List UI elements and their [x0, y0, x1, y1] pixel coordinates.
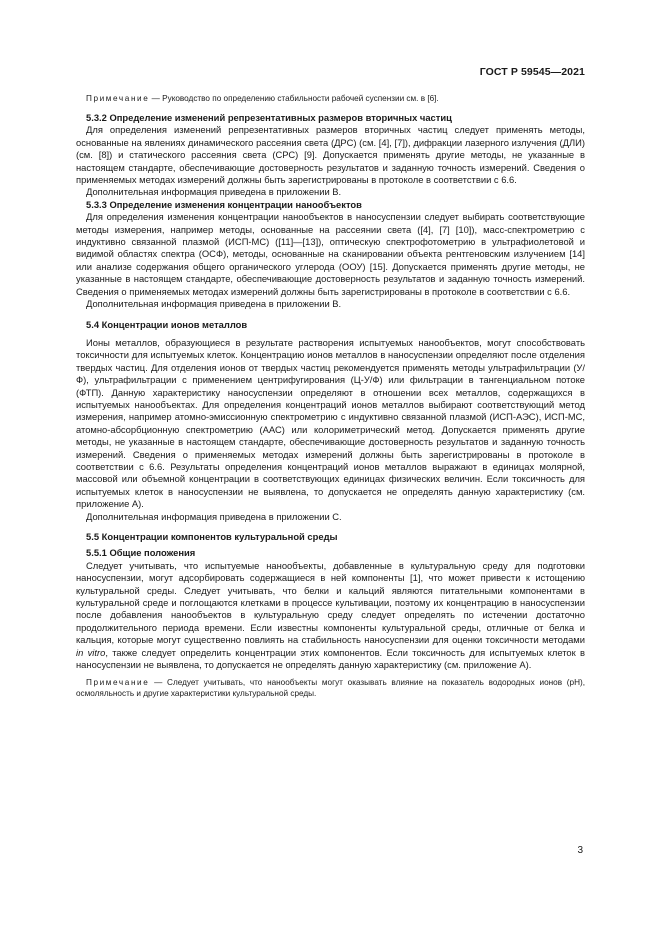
- paragraph-5-4-main: Ионы металлов, образующиеся в результате растворения испытуемых нанообъектов, могут способствовать токсичности для испытуемых клеток. Концентрацию ионов металлов в наносуспензии определяют после отделения твердых частиц. Для отделения ионов от твердых частиц рекомендуется применять методы ультрафильтрации (У/Ф), ультрафильтрации с применением центрифугирования (Ц-У/Ф) или фильтрации в тангенциальном потоке (ФТП). Данную характеристику наносуспензии определяют в отношении всех металлов, содержащихся в испытуемых нанообъектах. Для определения концентраций ионов металлов выбирают соответствующий метод измерения, например атомно-эмиссионную спектрометрию с индуктивно связанной плазмой (ИСП-АЭС), ИСП-МС, атомно-абсорбционную спектрометрию (ААС) или колориметрический метод. Допускается применять другие методы, не указанные в настоящем стандарте, обеспечивающие достоверность результатов и заданную точность измерений. Сведения о применяемых методах измерений должны быть зарегистрированы в протоколе в соответствии с 6.6. Результаты определения концентраций ионов металлов выражают в единицах молярной, массовой или объемной концентрации в соответствующих единицах физических величин. Если токсичность для испытуемых клеток в наносуспензии не выявлена, то допускается не определять данную характеристику (см. приложение А).: [76, 336, 585, 510]
- paragraph-5-3-2-main: Для определения изменений репрезентативных размеров вторичных частиц следует применять методы, основанные на явлениях динамического рассеяния света (ДРС) (см. [4], [7]), дифракции лазерного излучения (ДЛИ) (см. [8]) и статического рассеяния света (СРС) [9]. Допускается применять другие методы, не указанные в настоящем стандарте, обеспечивающие достоверность результатов и заданную точность измерений. Сведения о применяемых методах измерений должны быть зарегистрированы в протоколе в соответствии с 6.6.: [76, 124, 585, 186]
- heading-5-4: 5.4 Концентрации ионов металлов: [86, 318, 248, 330]
- heading-5-5-1: 5.5.1 Общие положения: [86, 547, 196, 559]
- note-text: Следует учитывать, что нанообъекты могут оказывать влияние на показатель водородных ионов (pH), осмоляльность и другие характеристики культуральной среды.: [76, 678, 585, 699]
- heading-5-5: 5.5 Концентрации компонентов культуральной среды: [86, 531, 338, 542]
- standard-code: ГОСТ Р 59545—2021: [479, 66, 585, 78]
- note-label: Примечание: [86, 94, 150, 103]
- paragraph-5-3-3-main: Для определения изменения концентрации нанообъектов в наносуспензии следует выбирать соответствующие методы измерения, например методы, основанные на рассеянии света ([4], [7] [10]), масс-спектрометрию с индуктивно связанной плазмой (ИСП-МС) ([11]—[13]), оптическую спектрофотометрию в ультрафиолетовой и видимой областях спектра (ОСФ), методы, основанные на сканировании объекта рентгеновским излучением [14] или анализе содержания общего органического углерода (ООУ) [15]. Допускается применять другие методы, не указанные в настоящем стандарте, обеспечивающие достоверность результатов и заданную точность измерений. Сведения о применяемых методах измерений должны быть зарегистрированы в протоколе в соответствии с 6.6.: [76, 211, 585, 297]
- paragraph-5-5-1-main: Следует учитывать, что испытуемые нанообъекты, добавленные в культуральную среду для подготовки наносуспензии, могут адсорбировать содержащиеся в ней компоненты [1], что может привести к истощению культуральной среды. Следует учитывать, что белки и кальций являются питательными компонентами в культуральной среде и поглощаются клетками в процессе культивации, поэтому их концентрацию в наносуспензии после добавления нанообъектов в культуральную среду следует определять по истечении достаточно продолжительного периода времени. Если известны компоненты культуральной среды, отличные от белка и кальция, которые могут существенно повлиять на стабильность наносуспензии для оценки токсичности методами in vitro, также следует определить концентрации этих компонентов. Если токсичность для испытуемых клеток в наносуспензии не выявлена, то допускается не определять данную характеристику (см. приложение А).: [76, 559, 585, 671]
- heading-5-3-2: 5.3.2 Определение изменений репрезентативных размеров вторичных частиц: [86, 112, 452, 123]
- paragraph-5-3-3-annex: Дополнительная информация приведена в приложении В.: [86, 298, 342, 310]
- document-body: [76, 93, 585, 699]
- heading-5-3-3: 5.3.3 Определение изменения концентрации нанообъектов: [86, 198, 362, 210]
- note-ph-osmolality: Примечание — Следует учитывать, что нанообъекты могут оказывать влияние на показатель водородных ионов (pH), осмоляльность и другие характеристики культуральной среды.: [76, 678, 585, 699]
- italic-in-vitro: in vitro: [76, 646, 106, 658]
- page-number: 3: [577, 845, 583, 856]
- paragraph-5-4-annex: Дополнительная информация приведена в приложении С.: [86, 510, 342, 522]
- paragraph-5-3-2-annex: Дополнительная информация приведена в приложении В.: [86, 186, 342, 198]
- note-text: Руководство по определению стабильности рабочей суспензии см. в [6].: [162, 94, 439, 103]
- note-stability: Примечание — Руководство по определению стабильности рабочей суспензии см. в [6].: [86, 94, 439, 103]
- note-label: Примечание: [86, 678, 150, 688]
